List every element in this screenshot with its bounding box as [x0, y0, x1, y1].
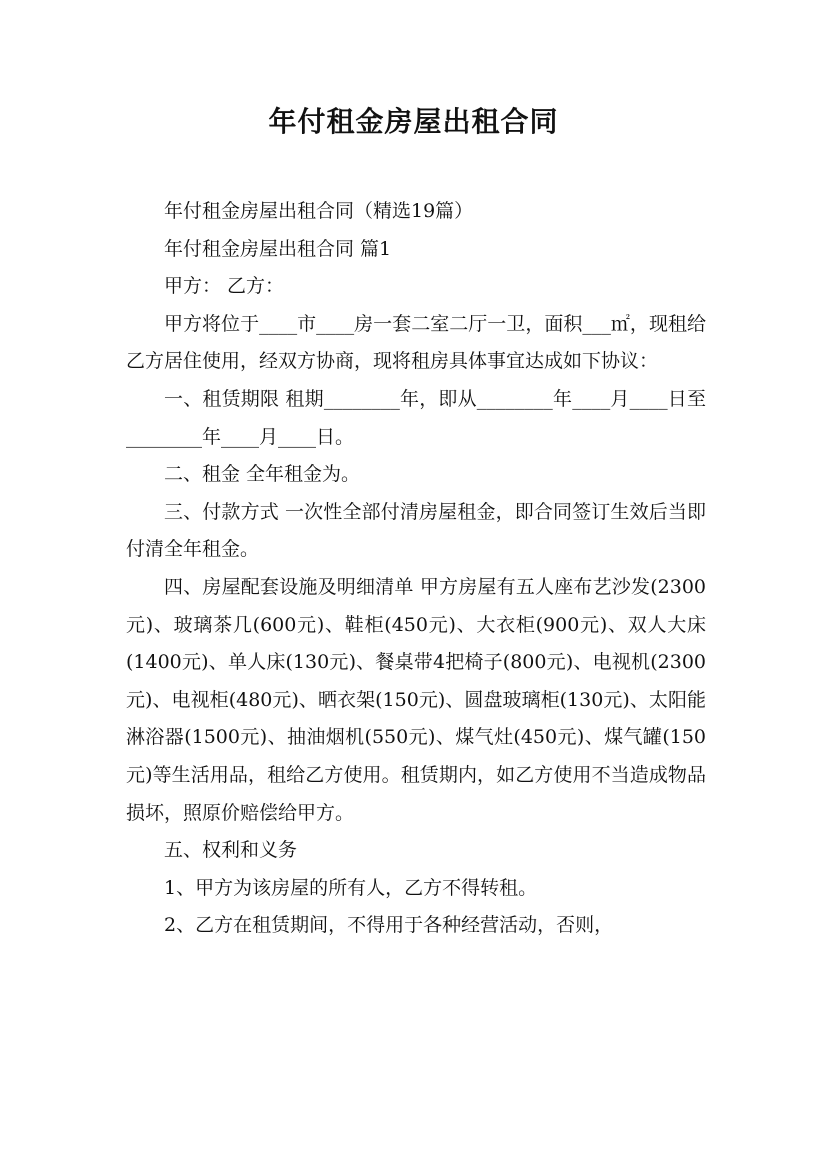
paragraph-furnishings-list: 四、房屋配套设施及明细清单 甲方房屋有五人座布艺沙发(2300元)、玻璃茶几(600元)、鞋柜(450元)、大衣柜(900元)、双人大床(1400元)、单人床(130元)、餐桌带4把椅子(800元)、电视机(2300元)、电视柜(480元)、晒衣架(150元)、圆盘玻璃柜(130元)、太阳能淋浴器(1500元)、抽油烟机(550元)、煤气灶(450元)、煤气罐(150元)等生活用品，租给乙方使用。租赁期内，如乙方使用不当造成物品损坏，照原价赔偿给甲方。 [126, 575, 706, 824]
paragraph-clause-1: 1、甲方为该房屋的所有人，乙方不得转租。 [164, 876, 538, 899]
paragraph-clause-2: 2、乙方在租赁期间，不得用于各种经营活动，否则， [164, 914, 614, 937]
paragraph-payment-method: 三、付款方式 一次性全部付清房屋租金，即合同签订生效后当即付清全年租金。 [126, 500, 706, 561]
document-title: 年付租金房屋出租合同 [268, 105, 559, 138]
paragraph-chapter-heading: 年付租金房屋出租合同 篇1 [164, 237, 392, 260]
document-body [126, 193, 706, 945]
paragraph-collection-heading: 年付租金房屋出租合同（精选19篇） [164, 200, 474, 222]
paragraph-rights-obligations-heading: 五、权利和义务 [164, 839, 298, 862]
paragraph-parties: 甲方： 乙方： [164, 275, 285, 298]
paragraph-rent: 二、租金 全年租金为。 [164, 463, 361, 486]
paragraph-property-description: 甲方将位于____市____房一套二室二厅一卫，面积___㎡，现租给乙方居住使用，经双方协商，现将租房具体事宜达成如下协议： [126, 312, 706, 373]
paragraph-lease-term: 一、租赁期限 租期________年，即从________年____月____日至________年____月____日。 [126, 387, 706, 448]
